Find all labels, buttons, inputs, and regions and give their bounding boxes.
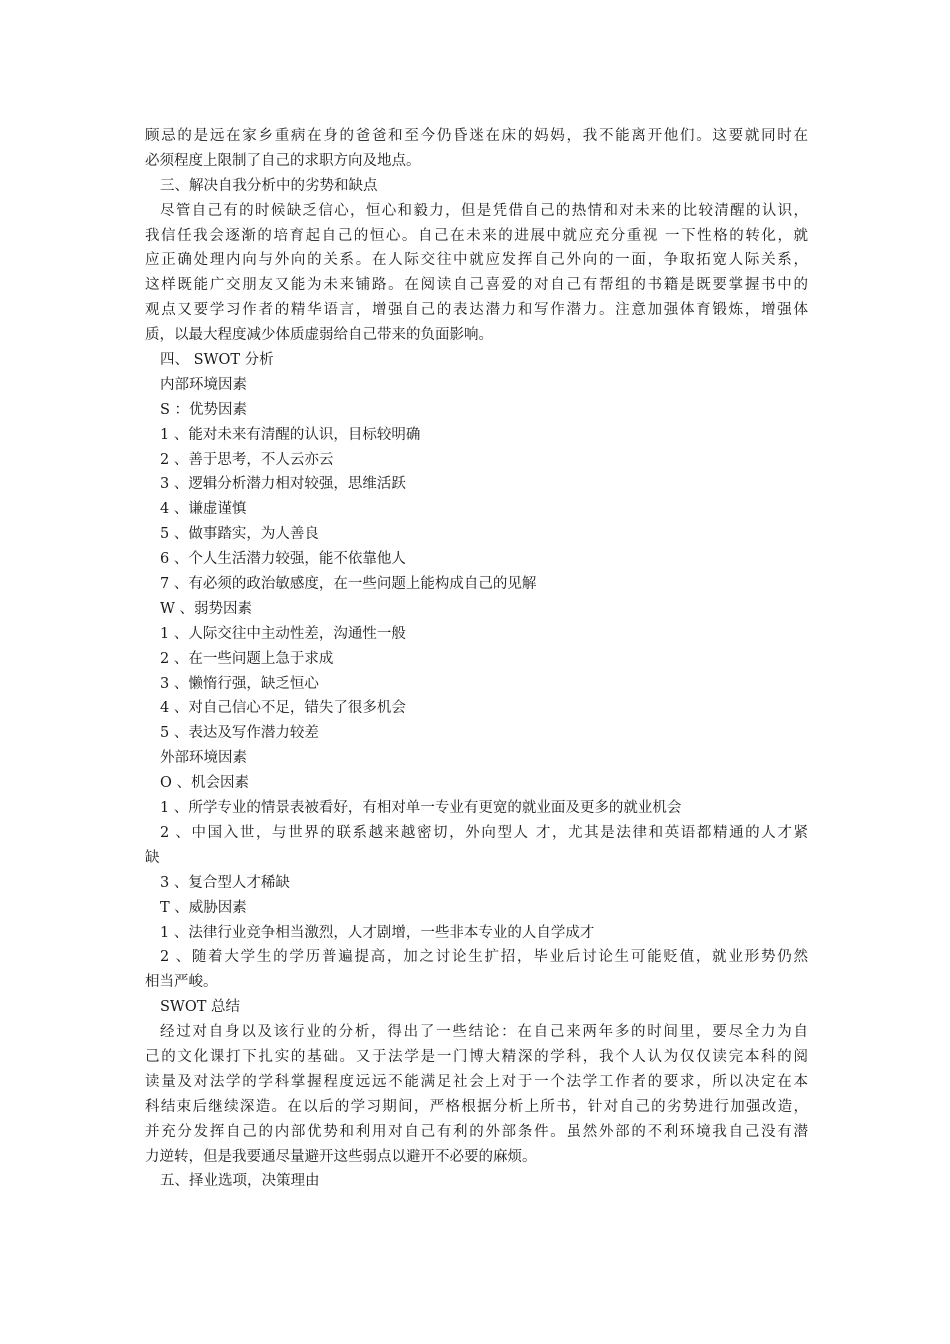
text-line: 相当严峻。 <box>145 974 218 991</box>
text-line: 1 、人际交往中主动性差，沟通性一般 <box>160 625 406 642</box>
text-line: 缺 <box>145 849 160 866</box>
text-line: 7 、有必须的政治敏感度，在一些问题上能构成自己的见解 <box>160 576 537 593</box>
text-line: 顾忌的是远在家乡重病在身的爸爸和至今仍昏迷在床的妈妈，我不能离开他们。这要就同时在 <box>145 128 808 144</box>
text-line: 科结束后继续深造。在以后的学习期间，严格根据分析上所书，针对自己的劣势进行加强改造， <box>145 1098 808 1115</box>
text-line: 读量及对法学的学科掌握程度远远不能满足社会上对于一个法学工作者的要求，所以决定在本 <box>145 1073 808 1090</box>
text-line: 经过对自身以及该行业的分析，得出了一些结论：在自己来两年多的时间里，要尽全力为自 <box>160 1024 808 1041</box>
text-line: 五、择业选项，决策理由 <box>160 1173 320 1190</box>
text-line: 4 、谦虚谨慎 <box>160 501 247 518</box>
text-line: 3 、逻辑分析潜力相对较强，思维活跃 <box>160 476 406 493</box>
text-line: 3 、懒惰行强，缺乏恒心 <box>160 675 319 692</box>
text-line: 并充分发挥自己的内部优势和利用对自己有利的外部条件。虽然外部的不利环境我自己没有潜 <box>145 1123 808 1140</box>
text-line: SWOT 总结 <box>160 999 241 1016</box>
text-line: 三、解决自我分析中的劣势和缺点 <box>160 177 378 194</box>
text-line: S ：优势因素 <box>160 401 248 418</box>
text-line: 6 、个人生活潜力较强，能不依靠他人 <box>160 551 406 568</box>
text-line: 5 、做事踏实，为人善良 <box>160 526 319 543</box>
text-line: 四、 SWOT 分析 <box>160 352 274 369</box>
text-line: O 、机会因素 <box>160 775 249 792</box>
text-line: T 、威胁因素 <box>160 899 247 916</box>
text-line: 1 、所学专业的情景表被看好，有相对单一专业有更宽的就业面及更多的就业机会 <box>160 800 682 817</box>
text-line: 5 、表达及写作潜力较差 <box>160 725 319 742</box>
text-line: 4 、对自己信心不足，错失了很多机会 <box>160 700 406 717</box>
text-line: 尽管自己有的时候缺乏信心，恒心和毅力，但是凭借自己的热情和对未来的比较清醒的认识， <box>160 202 808 219</box>
text-line: 应正确处理内向与外向的关系。在人际交往中就应发挥自己外向的一面，争取拓宽人际关系， <box>145 252 808 269</box>
text-line: 1 、能对未来有清醒的认识，目标较明确 <box>160 426 421 443</box>
text-line: 我信任我会逐渐的培育起自己的恒心。自己在未来的进展中就应充分重视 一下性格的转化，就 <box>145 227 808 244</box>
text-line: 2 、在一些问题上急于求成 <box>160 650 334 667</box>
text-line: 质，以最大程度减少体质虚弱给自己带来的负面影响。 <box>145 327 493 344</box>
text-line: W 、弱势因素 <box>160 600 253 617</box>
text-line: 外部环境因素 <box>160 750 247 767</box>
text-line: 观点又要学习作者的精华语言，增强自己的表达潜力和写作潜力。注意加强体育锻炼，增强体 <box>145 302 808 319</box>
text-line: 己的文化课打下扎实的基础。又于法学是一门博大精深的学科，我个人认为仅仅读完本科的阅 <box>145 1048 808 1065</box>
text-line: 必须程度上限制了自己的求职方向及地点。 <box>145 152 421 169</box>
text-line: 这样既能广交朋友又能为未来铺路。在阅读自己喜爱的对自己有帮组的书籍是既要掌握书中的 <box>145 277 808 294</box>
text-line: 2 、善于思考，不人云亦云 <box>160 451 334 468</box>
text-line: 力逆转，但是我要通尽量避开这些弱点以避开不必要的麻烦。 <box>145 1148 537 1165</box>
document-page <box>145 124 808 1194</box>
text-line: 2 、中国入世，与世界的联系越来越密切，外向型人 才，尤其是法律和英语都精通的人才紧 <box>160 824 808 841</box>
text-line: 2 、随着大学生的学历普遍提高，加之讨论生扩招，毕业后讨论生可能贬值，就业形势仍然 <box>160 949 808 966</box>
text-line: 1 、法律行业竞争相当激烈，人才剧增，一些非本专业的人自学成才 <box>160 924 595 941</box>
text-line: 3 、复合型人才稀缺 <box>160 874 290 891</box>
text-line: 内部环境因素 <box>160 376 247 393</box>
